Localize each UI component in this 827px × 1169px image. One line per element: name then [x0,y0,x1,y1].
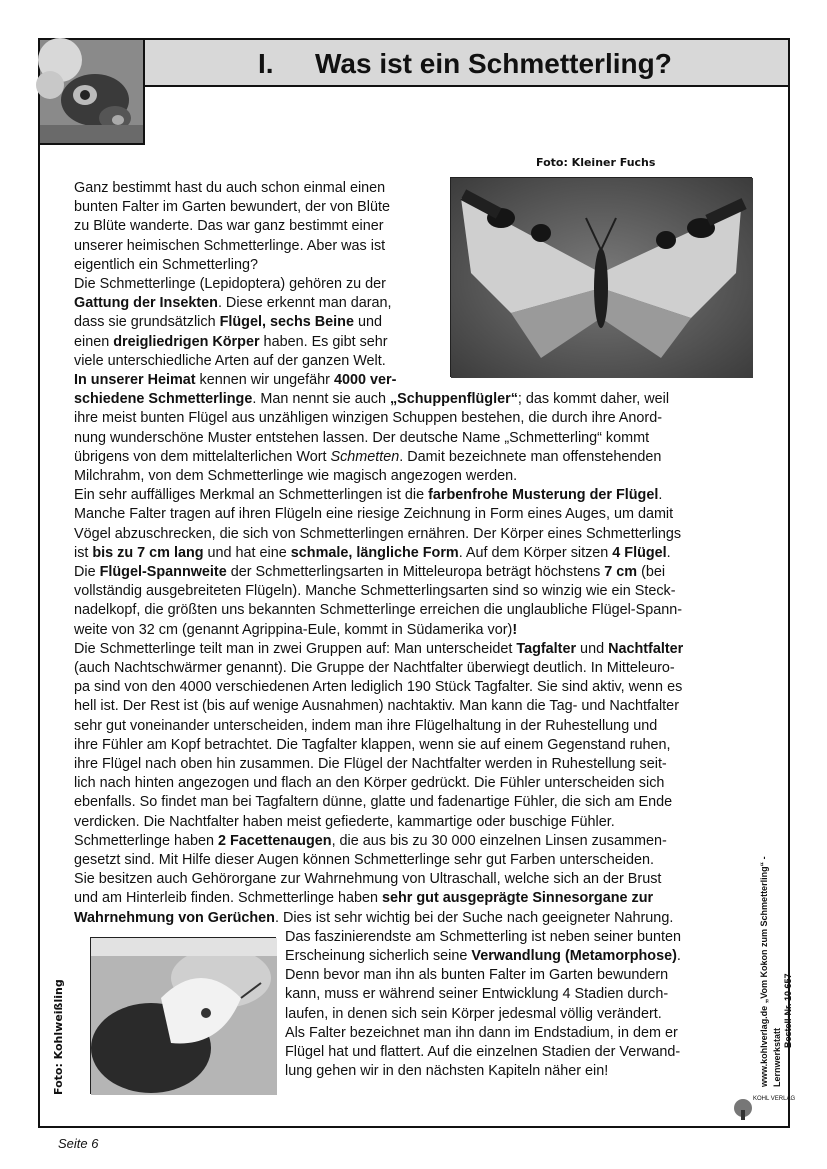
text-line [74,793,672,812]
bold-text: Flügel-Spannweite [99,564,227,580]
text-segment: ; das kommt daher, weil [517,391,670,408]
text-segment: lich nach hinten angezogen und flach an den Körper gedrückt. Die Fühler unterscheiden sich [74,775,665,792]
text-line [74,217,384,236]
text-segment: und hat eine [203,544,291,561]
text-segment: nadelkopf, die größten uns bekannten Schmetterlinge erreichen die unglaubliche Flügel-Spann- [74,602,682,619]
text-line [285,985,668,1004]
text-line [74,736,671,755]
text-segment: Milchrahm, von dem Schmetterlinge wie magisch angezogen werden. [74,468,518,484]
text-segment: (auch Nachtschwärmer genannt). Die Gruppe der Nachtfalter überwiegt deutlich. In Mitteleuro- [74,660,675,676]
text-line [285,1062,608,1081]
bold-text: Verwandlung (Metamorphose) [471,948,677,964]
text-line [74,697,679,716]
text-segment: Die Schmetterlinge teilt man in zwei Gruppen auf: Man unterscheidet [74,640,517,657]
text-line [74,275,386,294]
text-segment: unserer heimischen Schmetterlinge. Aber was ist [74,237,386,254]
text-segment: (bei [637,564,666,580]
text-line [74,294,392,313]
text-segment: und am Hinterleib finden. Schmetterlinge haben [74,890,382,907]
text-line [285,928,681,947]
text-segment: Sie besitzen auch Gehörorgane zur Wahrnehmung von Ultraschall, welche sich an der Brust [74,871,662,888]
book-title: „Vom Kokon zum Schmetterling“ - [759,856,769,1004]
bold-text: sehr gut ausgeprägte Sinnesorgane zur [382,890,654,907]
text-segment: Denn bevor man ihn als bunten Falter im Garten bewundern [285,967,669,984]
text-segment: eigentlich ein Schmetterling? [74,256,258,273]
text-segment: lung gehen wir in den nächsten Kapiteln näher ein! [285,1063,609,1080]
text-line [74,313,382,332]
text-segment: Vögel abzuschrecken, die sich von Schmetterlingen ernähren. Der Körper eines Schmetterlings [74,525,682,542]
text-segment: Ganz bestimmt hast du auch schon einmal einen [74,180,386,196]
text-segment: laufen, in denen sich sein Körper jedesmal völlig verändert. [285,1005,662,1022]
bold-text: In unserer Heimat [74,372,196,388]
bold-text: 4 Flügel [612,544,667,561]
text-segment: kann, muss er während seiner Entwicklung 4 Stadien durch- [285,986,669,1003]
text-segment: . [658,487,663,504]
text-segment: Flügel hat und flattert. Auf die einzelnen Stadien der Verwand- [285,1044,681,1060]
text-line [74,582,676,601]
text-line [74,256,258,275]
bold-text: dreigliedrigen Körper [113,333,260,350]
text-segment: . Damit bezeichnete man offenstehenden [399,448,662,465]
text-segment: gesetzt sind. Mit Hilfe dieser Augen können Schmetterlinge sehr gut Farben unterscheiden. [74,852,654,868]
text-segment: ihre Flügel nach oben hin zusammen. Die Flügel der Nachtfalter werden in Ruhestellung seit- [74,756,667,772]
text-segment: . Man nennt sie auch [252,391,390,408]
text-line [74,832,667,851]
text-segment: Die [74,564,100,580]
text-segment: Erscheinung sicherlich seine [285,948,472,964]
bold-text: farbenfrohe Musterung der Flügel [428,487,659,504]
text-line [285,1043,680,1062]
text-line [74,198,390,217]
page-number: Seite 6 [58,1136,99,1151]
bold-text: ! [512,621,518,638]
text-segment: . Diese erkennt man daran, [217,295,392,312]
text-segment: Die Schmetterlinge (Lepidoptera) gehören zu der [74,276,386,292]
text-line [285,966,668,985]
text-segment: ist [74,544,93,561]
bold-text: Flügel, sechs Beine [219,314,354,331]
text-segment: hell ist. Der Rest ist (bis auf wenige Ausnahmen) nachtaktiv. Man kann die Tag- und Nachtfalter [74,698,679,715]
bold-text: 4000 ver- [333,372,397,388]
text-line [74,909,673,928]
bold-text: schmale, längliche Form [290,544,459,561]
text-segment: nung wunderschöne Muster entstehen lassen. Der deutsche Name „Schmetterling“ kommt [74,429,650,446]
bold-text: Gattung der Insekten [74,295,218,312]
text-line [74,237,385,256]
text-line [74,544,671,563]
text-segment: . Auf dem Körper sitzen [458,544,613,561]
text-segment: haben. Es gibt sehr [259,333,388,350]
text-line [74,525,681,544]
bold-text: Tagfalter [516,640,577,657]
text-line [74,851,654,870]
text-segment: übrigens von dem mittelalterlichen Wort [74,448,331,465]
text-line [74,640,683,659]
text-segment: sehr gut voneinander unterscheiden, indem man ihre Flügelhaltung in der Ruhestellung und [74,717,658,734]
bold-text: „Schuppenflügler“ [389,391,518,408]
text-segment: einen [74,333,114,350]
text-segment: dass sie grundsätzlich [74,314,220,331]
text-line [74,179,385,198]
text-line [74,352,386,371]
text-segment: . [676,948,681,964]
text-line [74,409,662,428]
text-segment: viele unterschiedliche Arten auf der ganzen Welt. [74,352,386,369]
text-line [74,813,615,832]
text-segment: der Schmetterlingsarten in Mitteleuropa beträgt höchstens [226,564,605,580]
photo-kohlweissling [90,937,276,1094]
bold-text: bis zu 7 cm lang [92,544,204,561]
page-title: Was ist ein Schmetterling? [315,48,672,79]
bold-text: 7 cm [604,564,638,580]
text-line [74,390,669,409]
website-label: www.kohlverlag.de [759,1005,769,1087]
text-line [285,1024,678,1043]
bold-text: Wahrnehmung von Gerüchen [74,909,275,926]
text-segment: ihre Fühler am Kopf betrachtet. Die Tagfalter klappen, wenn sie auf einem Gegenstand ruhen, [74,736,671,753]
text-line [74,505,673,524]
text-segment: kennen wir ungefähr [195,372,334,388]
text-segment: weite von 32 cm (genannt Agrippina-Eule, kommt in Südamerika vor) [74,621,513,638]
italic-text: Schmetten [330,448,400,465]
text-segment: , die aus bis zu 30 000 einzelnen Linsen zusammen- [331,832,667,849]
text-line [74,467,517,486]
workshop-title [772,1028,782,1087]
corner-butterfly-photo [40,40,145,145]
text-line [74,889,653,908]
workshop-label: Lernwerkstatt [772,1027,782,1087]
text-segment: Manche Falter tragen auf ihren Flügeln eine riesige Zeichnung in Form eines Auges, um damit [74,506,674,523]
text-segment: Ein sehr auffälliges Merkmal an Schmetterlingen ist die [74,487,429,504]
text-segment: . Dies ist sehr wichtig bei der Suche nach geeigneter Nahrung. [274,909,674,926]
text-line [74,333,388,352]
text-line [74,563,665,582]
order-number: Bestell-Nr. 10 657 [783,973,793,1048]
bold-text: 2 Facettenaugen [218,832,332,849]
title-bar [145,40,788,87]
publisher-logo [731,1088,796,1120]
text-segment: ebenfalls. So findet man bei Tagfaltern dünne, glatte und fadenartige Fühler, die sich am Ende [74,794,673,811]
text-line [74,717,657,736]
text-segment: zu Blüte wanderte. Das war ganz bestimmt einer [74,218,384,235]
text-segment: . [666,544,671,561]
text-line [74,755,667,774]
text-line [74,429,649,448]
text-line [74,774,664,793]
text-segment: Als Falter bezeichnet man ihn dann im Endstadium, in dem er [285,1024,678,1041]
text-segment: Das faszinierendste am Schmetterling ist neben seiner bunten [285,928,681,945]
text-segment: und [353,314,382,331]
text-line [74,448,661,467]
book-info [759,856,769,1087]
bold-text: schiedene Schmetterlinge [74,391,253,408]
text-line [285,947,681,966]
text-segment: und [576,640,609,657]
text-segment: Schmetterlinge haben [74,832,218,849]
text-line [74,678,682,697]
text-segment: pa sind von den 4000 verschiedenen Arten lediglich 190 Stück Tagfalter. Sie sind aktiv, wenn es [74,679,683,696]
text-line [74,601,682,620]
text-segment: ihre meist bunten Flügel aus unzähligen winzigen Schuppen bestehen, die durch ihre Anord- [74,410,662,427]
photo-kleiner-fuchs [450,177,752,377]
text-line [74,371,396,390]
photo-caption-kleiner-fuchs: Foto: Kleiner Fuchs [536,156,656,169]
text-segment: verdicken. Die Nachtfalter haben meist gefiederte, kammartige oder buschige Fühler. [74,813,615,830]
text-line [74,870,661,889]
photo-caption-kohlweissling: Foto: Kohlweißling [52,979,65,1095]
text-segment: vollständig ausgebreiteten Flügeln). Manche Schmetterlingsarten sind so winzig wie ein Steck- [74,583,676,600]
logo-text: KOHL VERLAG [753,1096,796,1102]
text-segment: bunten Falter im Garten bewundert, der von Blüte [74,199,390,216]
bold-text: Nachtfalter [608,640,684,657]
text-line [74,486,662,505]
text-line [74,659,675,678]
text-line [285,1005,662,1024]
chapter-number: I. [258,48,274,79]
text-line [74,621,517,640]
